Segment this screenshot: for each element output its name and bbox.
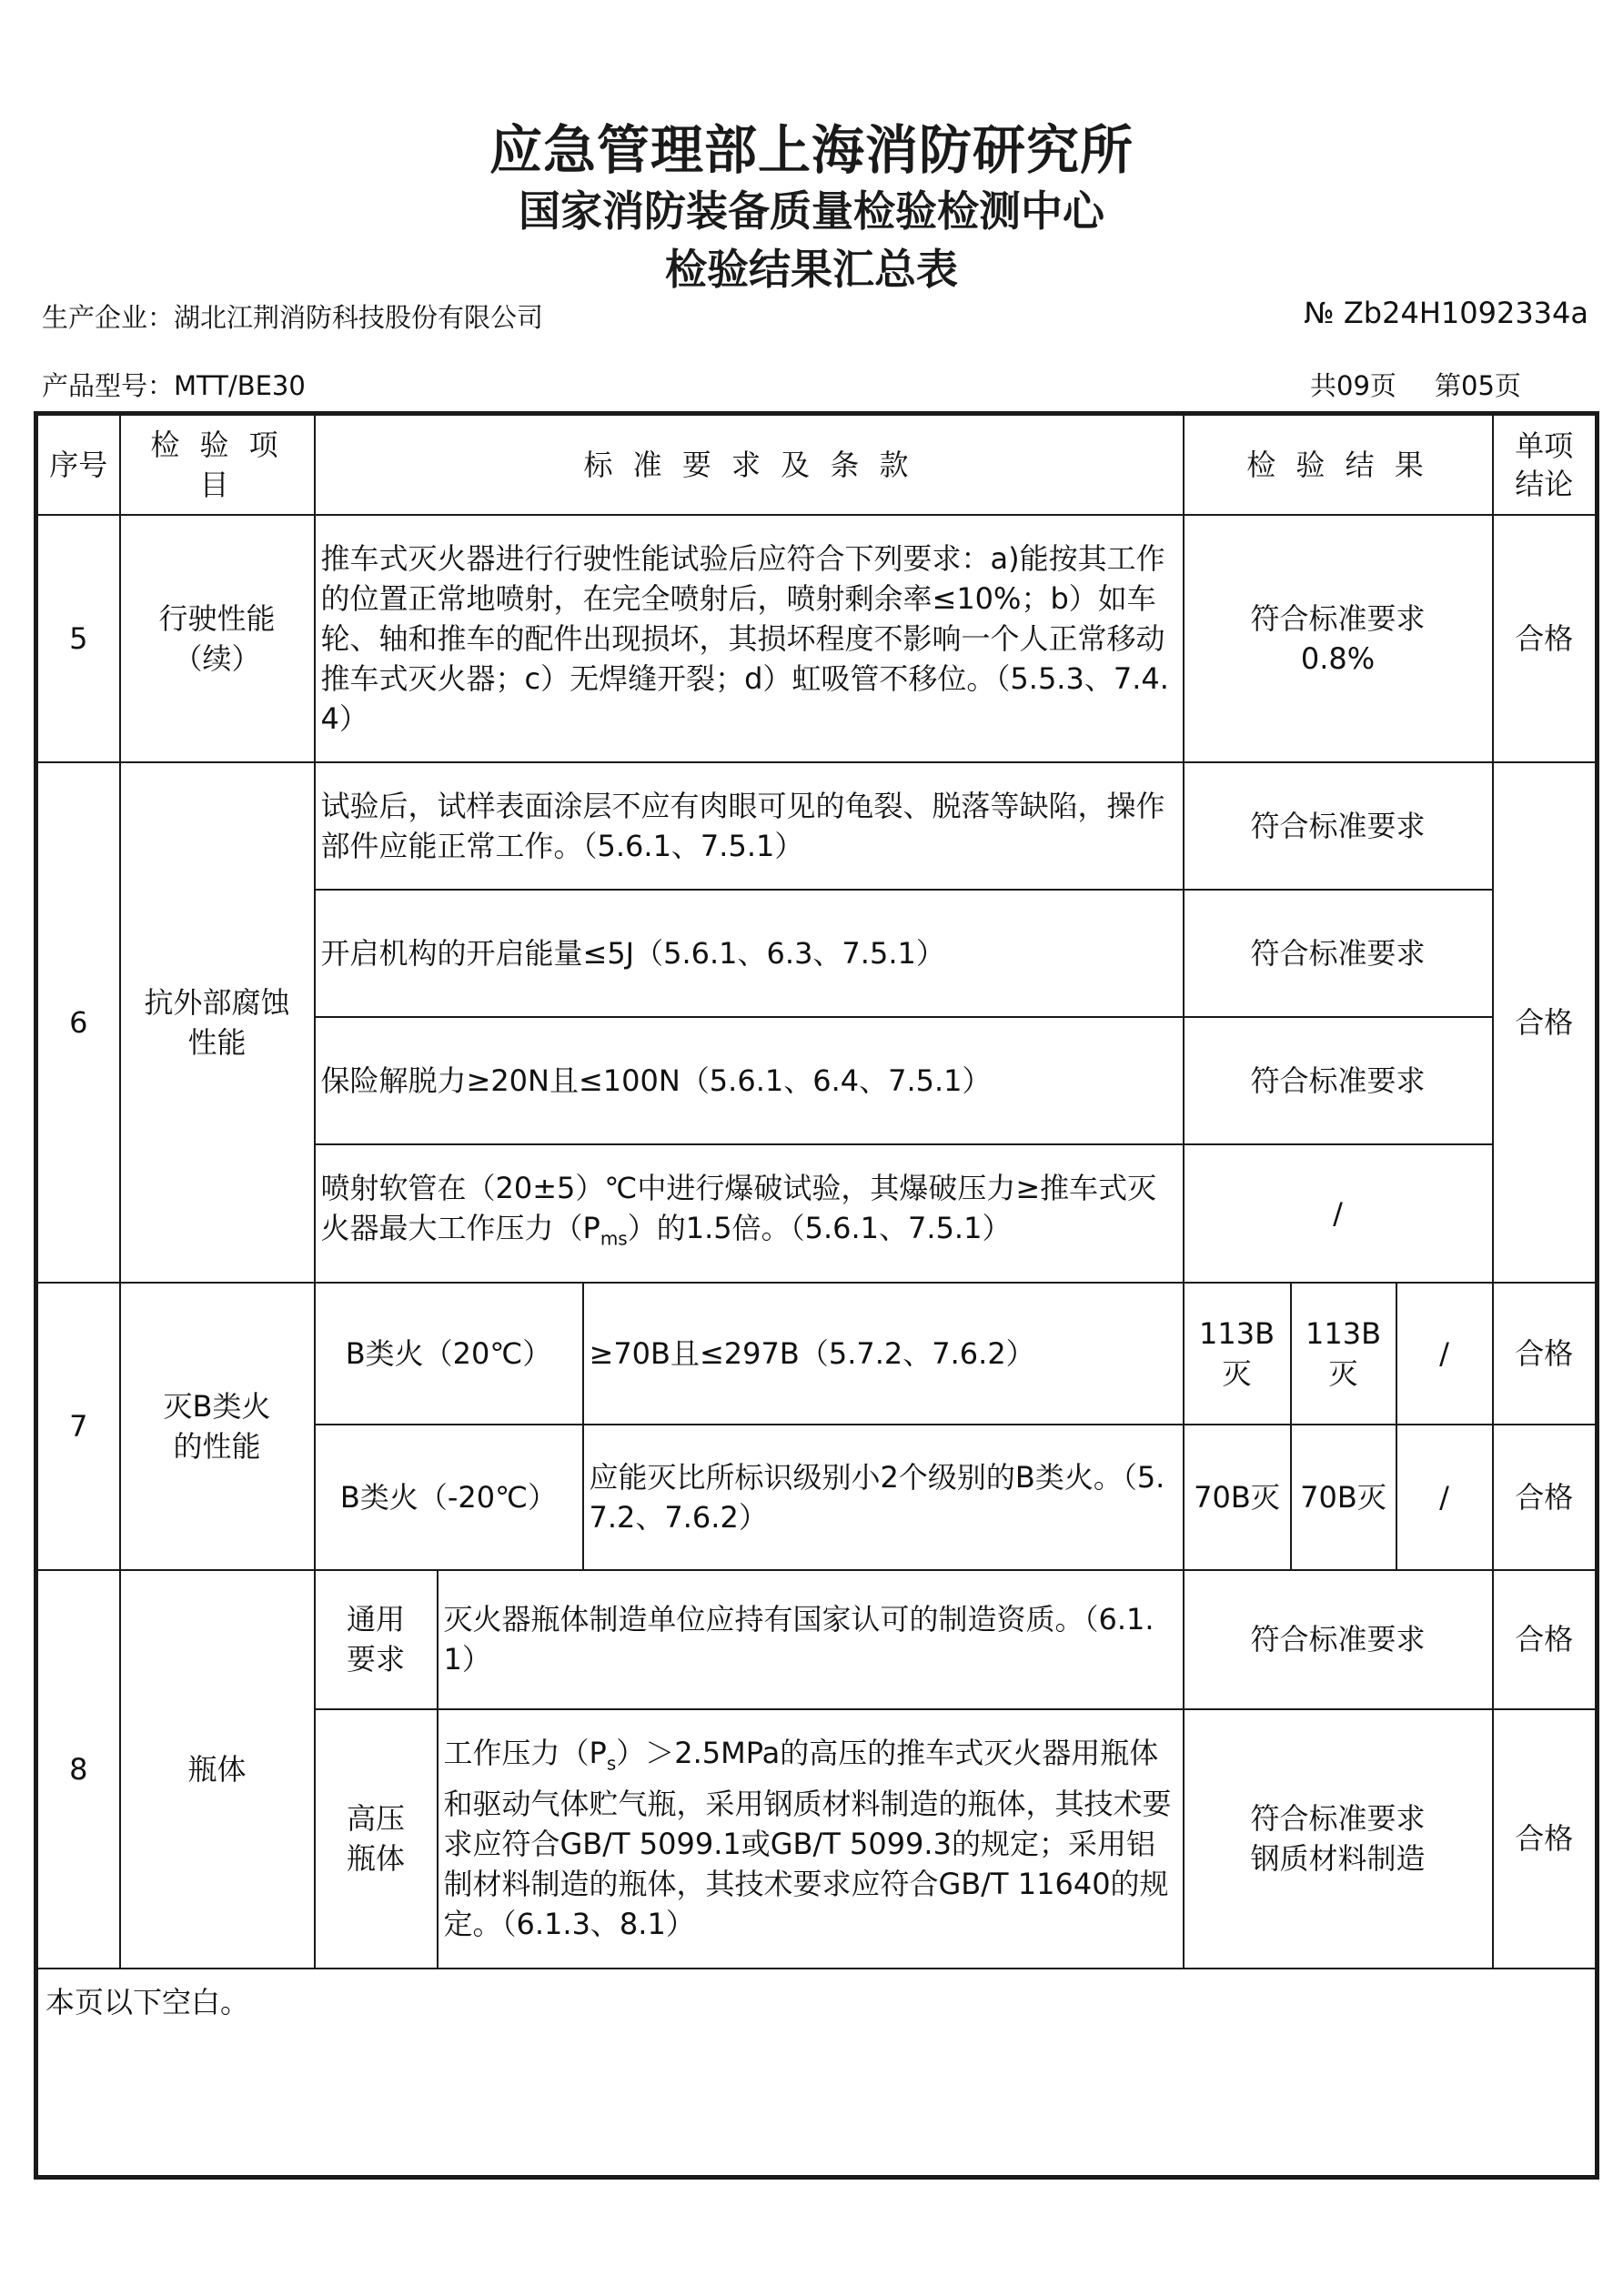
document-title: 检验结果汇总表	[665, 245, 958, 294]
row6b-result: 符合标准要求	[1184, 890, 1493, 1017]
row8a-requirement: 灭火器瓶体制造单位应持有国家认可的制造资质。（6.1.1）	[438, 1570, 1184, 1709]
row5-seq: 5	[36, 515, 120, 762]
header-standard: 标 准 要 求 及 条 款	[315, 414, 1184, 515]
row7b-requirement: 应能灭比所标识级别小2个级别的B类火。（5.7.2、7.6.2）	[583, 1425, 1184, 1570]
row7a-trial-3: /	[1396, 1283, 1493, 1425]
total-pages: 共09页	[1310, 370, 1396, 401]
row7a-condition: B类火（20℃）	[315, 1283, 583, 1425]
row8b-conclusion: 合格	[1493, 1709, 1598, 1969]
row8a-result: 符合标准要求	[1184, 1570, 1493, 1709]
results-table	[34, 411, 1599, 2180]
table-row-8a	[36, 1570, 1598, 1709]
row6a-requirement: 试验后，试样表面涂层不应有肉眼可见的龟裂、脱落等缺陷，操作部件应能正常工作。（5.6.1、7.5.1）	[315, 762, 1184, 890]
row8-item: 瓶体	[120, 1570, 315, 1969]
blank-note-row	[36, 1969, 1598, 2178]
row5-result: 符合标准要求 0.8%	[1184, 515, 1493, 762]
row6-seq: 6	[36, 762, 120, 1283]
row8-seq: 8	[36, 1570, 120, 1969]
row8b-sub-item: 高压 瓶体	[315, 1709, 438, 1969]
center-title: 国家消防装备质量检验检测中心	[519, 186, 1104, 236]
header-seq: 序号	[36, 414, 120, 515]
header-result: 检 验 结 果	[1184, 414, 1493, 515]
header-conclusion: 单项 结论	[1493, 414, 1598, 515]
row5-requirement: 推车式灭火器进行行驶性能试验后应符合下列要求：a)能按其工作的位置正常地喷射，在完全喷射后，喷射剩余率≤10%；b）如车轮、轴和推车的配件出现损坏，其损坏程度不影响一个人正常移动推车式灭火器；c）无焊缝开裂；d）虹吸管不移位。（5.5.3、7.4.4）	[315, 515, 1184, 762]
row7b-trial-2: 70B灭	[1291, 1425, 1396, 1570]
table-row-5	[36, 515, 1598, 762]
table-row-7a	[36, 1283, 1598, 1425]
row6d-requirement: 喷射软管在（20±5）℃中进行爆破试验，其爆破压力≥推车式灭火器最大工作压力$(P_{ms})$的1.5倍。（5.6.1、7.5.1）	[315, 1144, 1184, 1283]
row8a-conclusion: 合格	[1493, 1570, 1598, 1709]
row6c-requirement: 保险解脱力≥20N且≤100N（5.6.1、6.4、7.5.1）	[315, 1017, 1184, 1144]
report-number: № Zb24H1092334a	[1304, 296, 1588, 330]
row8b-requirement: 工作压力$(P_s)>2.5MPa$的高压的推车式灭火器用瓶体和驱动气体贮气瓶，采用钢质材料制造的瓶体，其技术要求应符合GB/T 5099.1或GB/T 5099.3的规定；采用铝制材料制造的瓶体，其技术要求应符合GB/T 11640的规定。（6.1.3、8.1）	[438, 1709, 1184, 1969]
row7b-trial-1: 70B灭	[1184, 1425, 1291, 1570]
row7a-trial-2: 113B灭	[1291, 1283, 1396, 1425]
row7a-requirement: ≥70B且≤297B（5.7.2、7.6.2）	[583, 1283, 1184, 1425]
row7b-condition: B类火（-20℃）	[315, 1425, 583, 1570]
blank-note: 本页以下空白。	[36, 1969, 1598, 2178]
row7a-conclusion: 合格	[1493, 1283, 1598, 1425]
row7b-trial-3: /	[1396, 1425, 1493, 1570]
row6d-result: /	[1184, 1144, 1493, 1283]
row6-conclusion: 合格	[1493, 762, 1598, 1283]
row6a-result: 符合标准要求	[1184, 762, 1493, 890]
row7-seq: 7	[36, 1283, 120, 1570]
row8a-sub-item: 通用 要求	[315, 1570, 438, 1709]
page-number: 第05页	[1435, 370, 1521, 401]
row5-conclusion: 合格	[1493, 515, 1598, 762]
manufacturer: 生产企业：湖北江荆消防科技股份有限公司	[42, 302, 544, 333]
row7-item: 灭B类火 的性能	[120, 1283, 315, 1570]
table-row-6a	[36, 762, 1598, 890]
row6b-requirement: 开启机构的开启能量≤5J（5.6.1、6.3、7.5.1）	[315, 890, 1184, 1017]
header-item: 检 验 项 目	[120, 414, 315, 515]
row5-item: 行驶性能 （续）	[120, 515, 315, 762]
product-model: 产品型号：MTT/BE30	[42, 370, 306, 401]
institute-title: 应急管理部上海消防研究所	[489, 119, 1134, 181]
row6-item: 抗外部腐蚀 性能	[120, 762, 315, 1283]
row7a-trial-1: 113B灭	[1184, 1283, 1291, 1425]
table-header-row	[36, 414, 1598, 515]
row7b-conclusion: 合格	[1493, 1425, 1598, 1570]
row6c-result: 符合标准要求	[1184, 1017, 1493, 1144]
row8b-result: 符合标准要求 钢质材料制造	[1184, 1709, 1493, 1969]
